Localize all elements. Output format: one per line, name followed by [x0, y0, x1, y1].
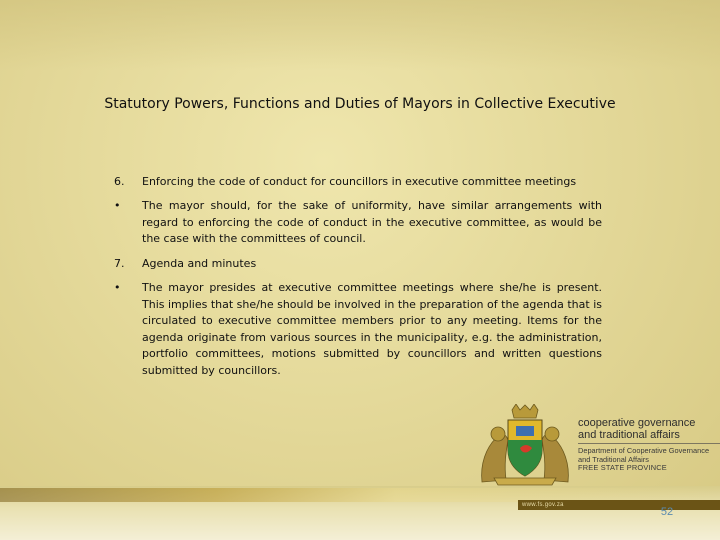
- logo-divider: [578, 443, 720, 444]
- item-heading: Enforcing the code of conduct for councillors in executive committee meetings: [142, 175, 577, 188]
- item-number: 7.: [114, 257, 125, 270]
- slide-top-shade: [0, 0, 720, 70]
- website-url: www.fs.gov.za: [522, 502, 564, 508]
- bullet-text: The mayor should, for the sake of uniformity, have similar arrangements with regard to enforcing the code of conduct in the executive committee, as would be the case with the committees of council.: [142, 199, 602, 245]
- bullet-icon: •: [114, 281, 121, 294]
- slide-title: Statutory Powers, Functions and Duties of Mayors in Collective Executive: [104, 96, 616, 112]
- page-number: 52: [660, 506, 674, 518]
- department-line: and Traditional Affairs: [578, 454, 649, 464]
- province-name: FREE STATE PROVINCE: [578, 463, 667, 473]
- org-name-line: cooperative governance: [578, 417, 696, 429]
- bullet-icon: •: [114, 199, 121, 212]
- bullet-text: The mayor presides at executive committee meetings where she/he is present. This implies that she/he should be involved in the preparation of the agenda that is circulated to executive committee members prior to any meeting. Items for the agenda originate from various sources in the municipality, e.g. the administration, portfolio committees, motions submitted by councillors and written questions submitted by councillors.: [142, 281, 602, 377]
- department-name: [578, 447, 718, 473]
- coat-of-arms-icon: [476, 404, 574, 486]
- item-number: 6.: [114, 175, 125, 188]
- department-line: Department of Cooperative Governance: [578, 446, 710, 455]
- org-name-line: and traditional affairs: [578, 429, 680, 441]
- item-heading: Agenda and minutes: [142, 257, 257, 270]
- org-name: [578, 417, 718, 441]
